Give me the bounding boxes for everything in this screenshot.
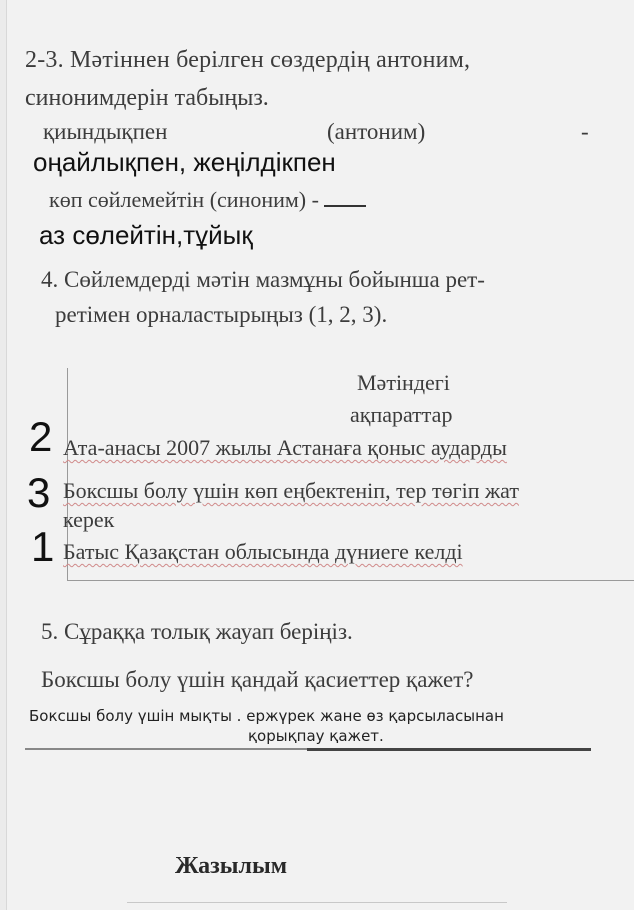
table-row-text: Ата-анасы 2007 жылы Астанаға қоныс аударды — [63, 435, 507, 460]
table-row-text: Боксшы болу үшін көп еңбектеніп, тер төгіп жат — [63, 478, 519, 503]
answer-blank — [324, 191, 366, 207]
section-title-writing: Жазылым — [175, 853, 288, 879]
handwritten-answer-antonym: оңайлықпен, жеңілдікпен — [33, 147, 336, 177]
task-5-answer-line1: Боксшы болу үшін мықты . ержүрек жане өз қарсыласынан — [29, 707, 504, 725]
answer-line-rule-dark — [307, 748, 591, 751]
task-5-answer-line2: қорықпау қажет. — [248, 727, 384, 745]
order-number: 3 — [27, 469, 51, 516]
task-2-3-heading-line2: синонимдерін табыңыз. — [25, 85, 269, 111]
table-bottom-border — [67, 580, 634, 581]
handwritten-answer-synonym: аз сөлейтін,тұйық — [39, 220, 253, 250]
task-4-heading-line1: 4. Сөйлемдерді мәтін мазмұны бойынша рет- — [41, 267, 485, 292]
order-number: 2 — [29, 413, 53, 460]
task-5-heading: 5. Сұраққа толық жауап беріңіз. — [41, 619, 353, 644]
dash-1: - — [581, 119, 589, 144]
antonym-tag: (антоним) — [327, 119, 426, 144]
bottom-faint-rule — [127, 902, 507, 903]
task-4-heading-line2: ретімен орналастырыңыз (1, 2, 3). — [55, 302, 388, 327]
word-difficulty: қиындықпен — [43, 119, 168, 144]
word-taciturn-label: көп сөйлемейтін (синоним) - — [49, 187, 319, 212]
word-taciturn-synonym — [49, 187, 366, 213]
table-header-line1: Мәтіндегі — [357, 370, 450, 395]
task-5-question: Боксшы болу үшін қандай қасиеттер қажет? — [41, 667, 474, 692]
table-row-text-continued: керек — [63, 507, 115, 532]
task-2-3-heading-line1: 2-3. Мәтіннен берілген сөздердің антоним, — [25, 47, 471, 73]
worksheet-page — [6, 0, 634, 910]
table-header-line2: ақпараттар — [350, 402, 453, 427]
order-number: 1 — [31, 523, 55, 570]
table-row-text: Батыс Қазақстан облысында дүниеге келді — [63, 539, 463, 564]
